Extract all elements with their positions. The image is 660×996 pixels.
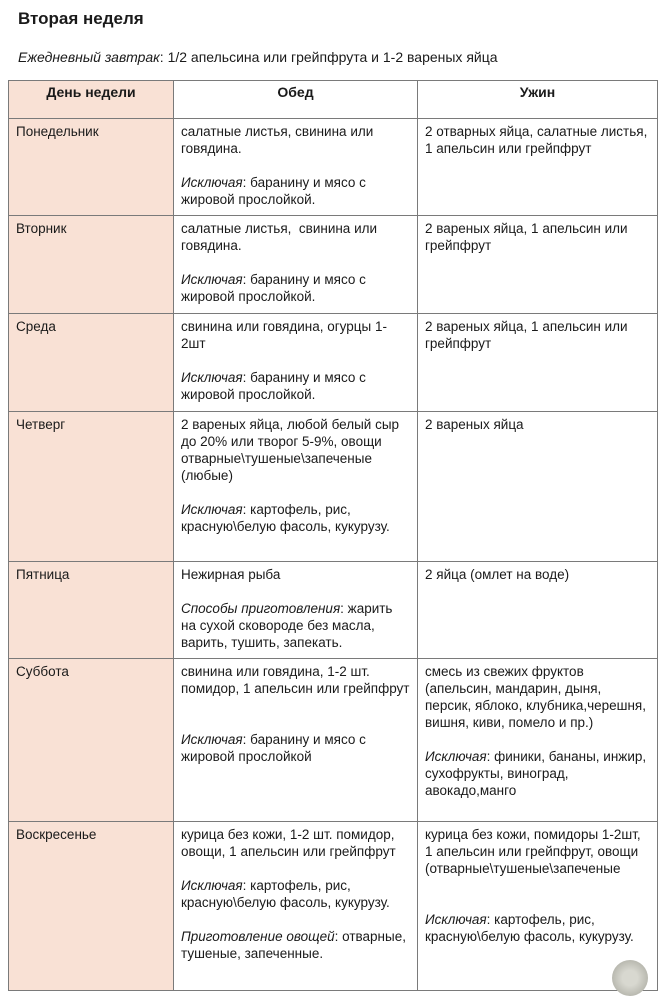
lunch-note	[181, 501, 410, 535]
table-row	[9, 412, 658, 562]
lunch-cell	[174, 216, 418, 314]
dinner-cell	[418, 562, 658, 659]
dinner-main: 2 яйца (омлет на воде)	[425, 567, 570, 582]
lunch-cell	[174, 119, 418, 216]
table-row	[9, 822, 658, 991]
note-text: : финики, бананы, инжир, сухофрукты, виноград, авокадо,манго	[425, 749, 647, 798]
lunch-note	[181, 369, 410, 403]
lunch-main: Нежирная рыба	[181, 567, 281, 582]
lunch-cell	[174, 412, 418, 562]
lunch-cell	[174, 822, 418, 991]
day-cell: Среда	[9, 314, 174, 412]
note-text: : картофель, рис, красную\белую фасоль, кукурузу.	[181, 878, 390, 910]
note-label: Исключая	[181, 175, 243, 190]
lunch-main: салатные листья, свинина или говядина.	[181, 221, 381, 253]
table-header-row	[9, 81, 658, 119]
note-label: Приготовление овощей	[181, 929, 335, 944]
note-text: : баранину и мясо с жировой прослойкой	[181, 732, 366, 764]
day-cell: Пятница	[9, 562, 174, 659]
decorative-plate-image	[612, 960, 648, 996]
lunch-note	[181, 877, 410, 911]
note-label: Исключая	[181, 502, 243, 517]
lunch-cell	[174, 659, 418, 822]
dinner-main: 2 отварных яйца, салатные листья, 1 апельсин или грейпфрут	[425, 124, 648, 156]
note-label: Исключая	[425, 749, 487, 764]
table-row	[9, 314, 658, 412]
dinner-main: курица без кожи, помидоры 1-2шт, 1 апельсин или грейпфрут, овощи (отварные\тушеные\запеченые	[425, 827, 641, 876]
note-text: : картофель, рис, красную\белую фасоль, кукурузу.	[181, 502, 390, 534]
lunch-note	[181, 600, 410, 651]
dinner-cell	[418, 119, 658, 216]
page-title: Вторая неделя	[18, 9, 144, 28]
day-cell: Вторник	[9, 216, 174, 314]
header-lunch: Обед	[174, 81, 418, 119]
note-label: Исключая	[181, 878, 243, 893]
lunch-cell	[174, 314, 418, 412]
day-cell: Воскресенье	[9, 822, 174, 991]
lunch-note	[181, 731, 410, 765]
note-text: : баранину и мясо с жировой прослойкой.	[181, 370, 366, 402]
lunch-main: свинина или говядина, 1-2 шт. помидор, 1 апельсин или грейпфрут	[181, 664, 410, 696]
lunch-note	[181, 174, 410, 208]
table-row	[9, 562, 658, 659]
lunch-main: свинина или говядина, огурцы 1-2шт	[181, 319, 387, 351]
lunch-note-2	[181, 928, 410, 962]
note-label: Исключая	[425, 912, 487, 927]
note-text: : картофель, рис, красную\белую фасоль, кукурузу.	[425, 912, 634, 944]
dinner-cell	[418, 412, 658, 562]
note-label: Исключая	[181, 732, 243, 747]
note-text: : жарить на сухой сковороде без масла, варить, тушить, запекать.	[181, 601, 393, 650]
note-text: : баранину и мясо с жировой прослойкой.	[181, 272, 366, 304]
note-text: : баранину и мясо с жировой прослойкой.	[181, 175, 366, 207]
dinner-main: 2 вареных яйца, 1 апельсин или грейпфрут	[425, 221, 628, 253]
lunch-note	[181, 271, 410, 305]
dinner-note	[425, 748, 650, 799]
note-label: Исключая	[181, 370, 243, 385]
header-dinner: Ужин	[418, 81, 658, 119]
dinner-main: 2 вареных яйца	[425, 417, 524, 432]
day-cell: Понедельник	[9, 119, 174, 216]
dinner-cell	[418, 314, 658, 412]
dinner-main: смесь из свежих фруктов (апельсин, мандарин, дыня, персик, яблоко, клубника,черешня, вишня, киви, помело и пр.)	[425, 664, 646, 730]
breakfast-label: Ежедневный завтрак	[18, 49, 160, 65]
note-label: Исключая	[181, 272, 243, 287]
breakfast-text: : 1/2 апельсина или грейпфрута и 1-2 вареных яйца	[159, 49, 498, 65]
dinner-main: 2 вареных яйца, 1 апельсин или грейпфрут	[425, 319, 628, 351]
lunch-main: салатные листья, свинина или говядина.	[181, 124, 374, 156]
table-row	[9, 659, 658, 822]
lunch-main: курица без кожи, 1-2 шт. помидор, овощи, 1 апельсин или грейпфрут	[181, 827, 396, 859]
dinner-cell	[418, 216, 658, 314]
lunch-main: 2 вареных яйца, любой белый сыр до 20% или творог 5-9%, овощи отварные\тушеные\запеченые (любые)	[181, 417, 400, 483]
day-cell: Суббота	[9, 659, 174, 822]
dinner-note	[425, 911, 650, 945]
header-day: День недели	[9, 81, 174, 119]
table-row	[9, 216, 658, 314]
lunch-cell	[174, 562, 418, 659]
day-cell: Четверг	[9, 412, 174, 562]
dinner-cell	[418, 659, 658, 822]
note-text: : отварные, тушеные, запеченные.	[181, 929, 406, 961]
table-row	[9, 119, 658, 216]
daily-breakfast	[18, 49, 498, 65]
note-label: Способы приготовления	[181, 601, 341, 616]
meal-plan-table	[8, 80, 658, 991]
